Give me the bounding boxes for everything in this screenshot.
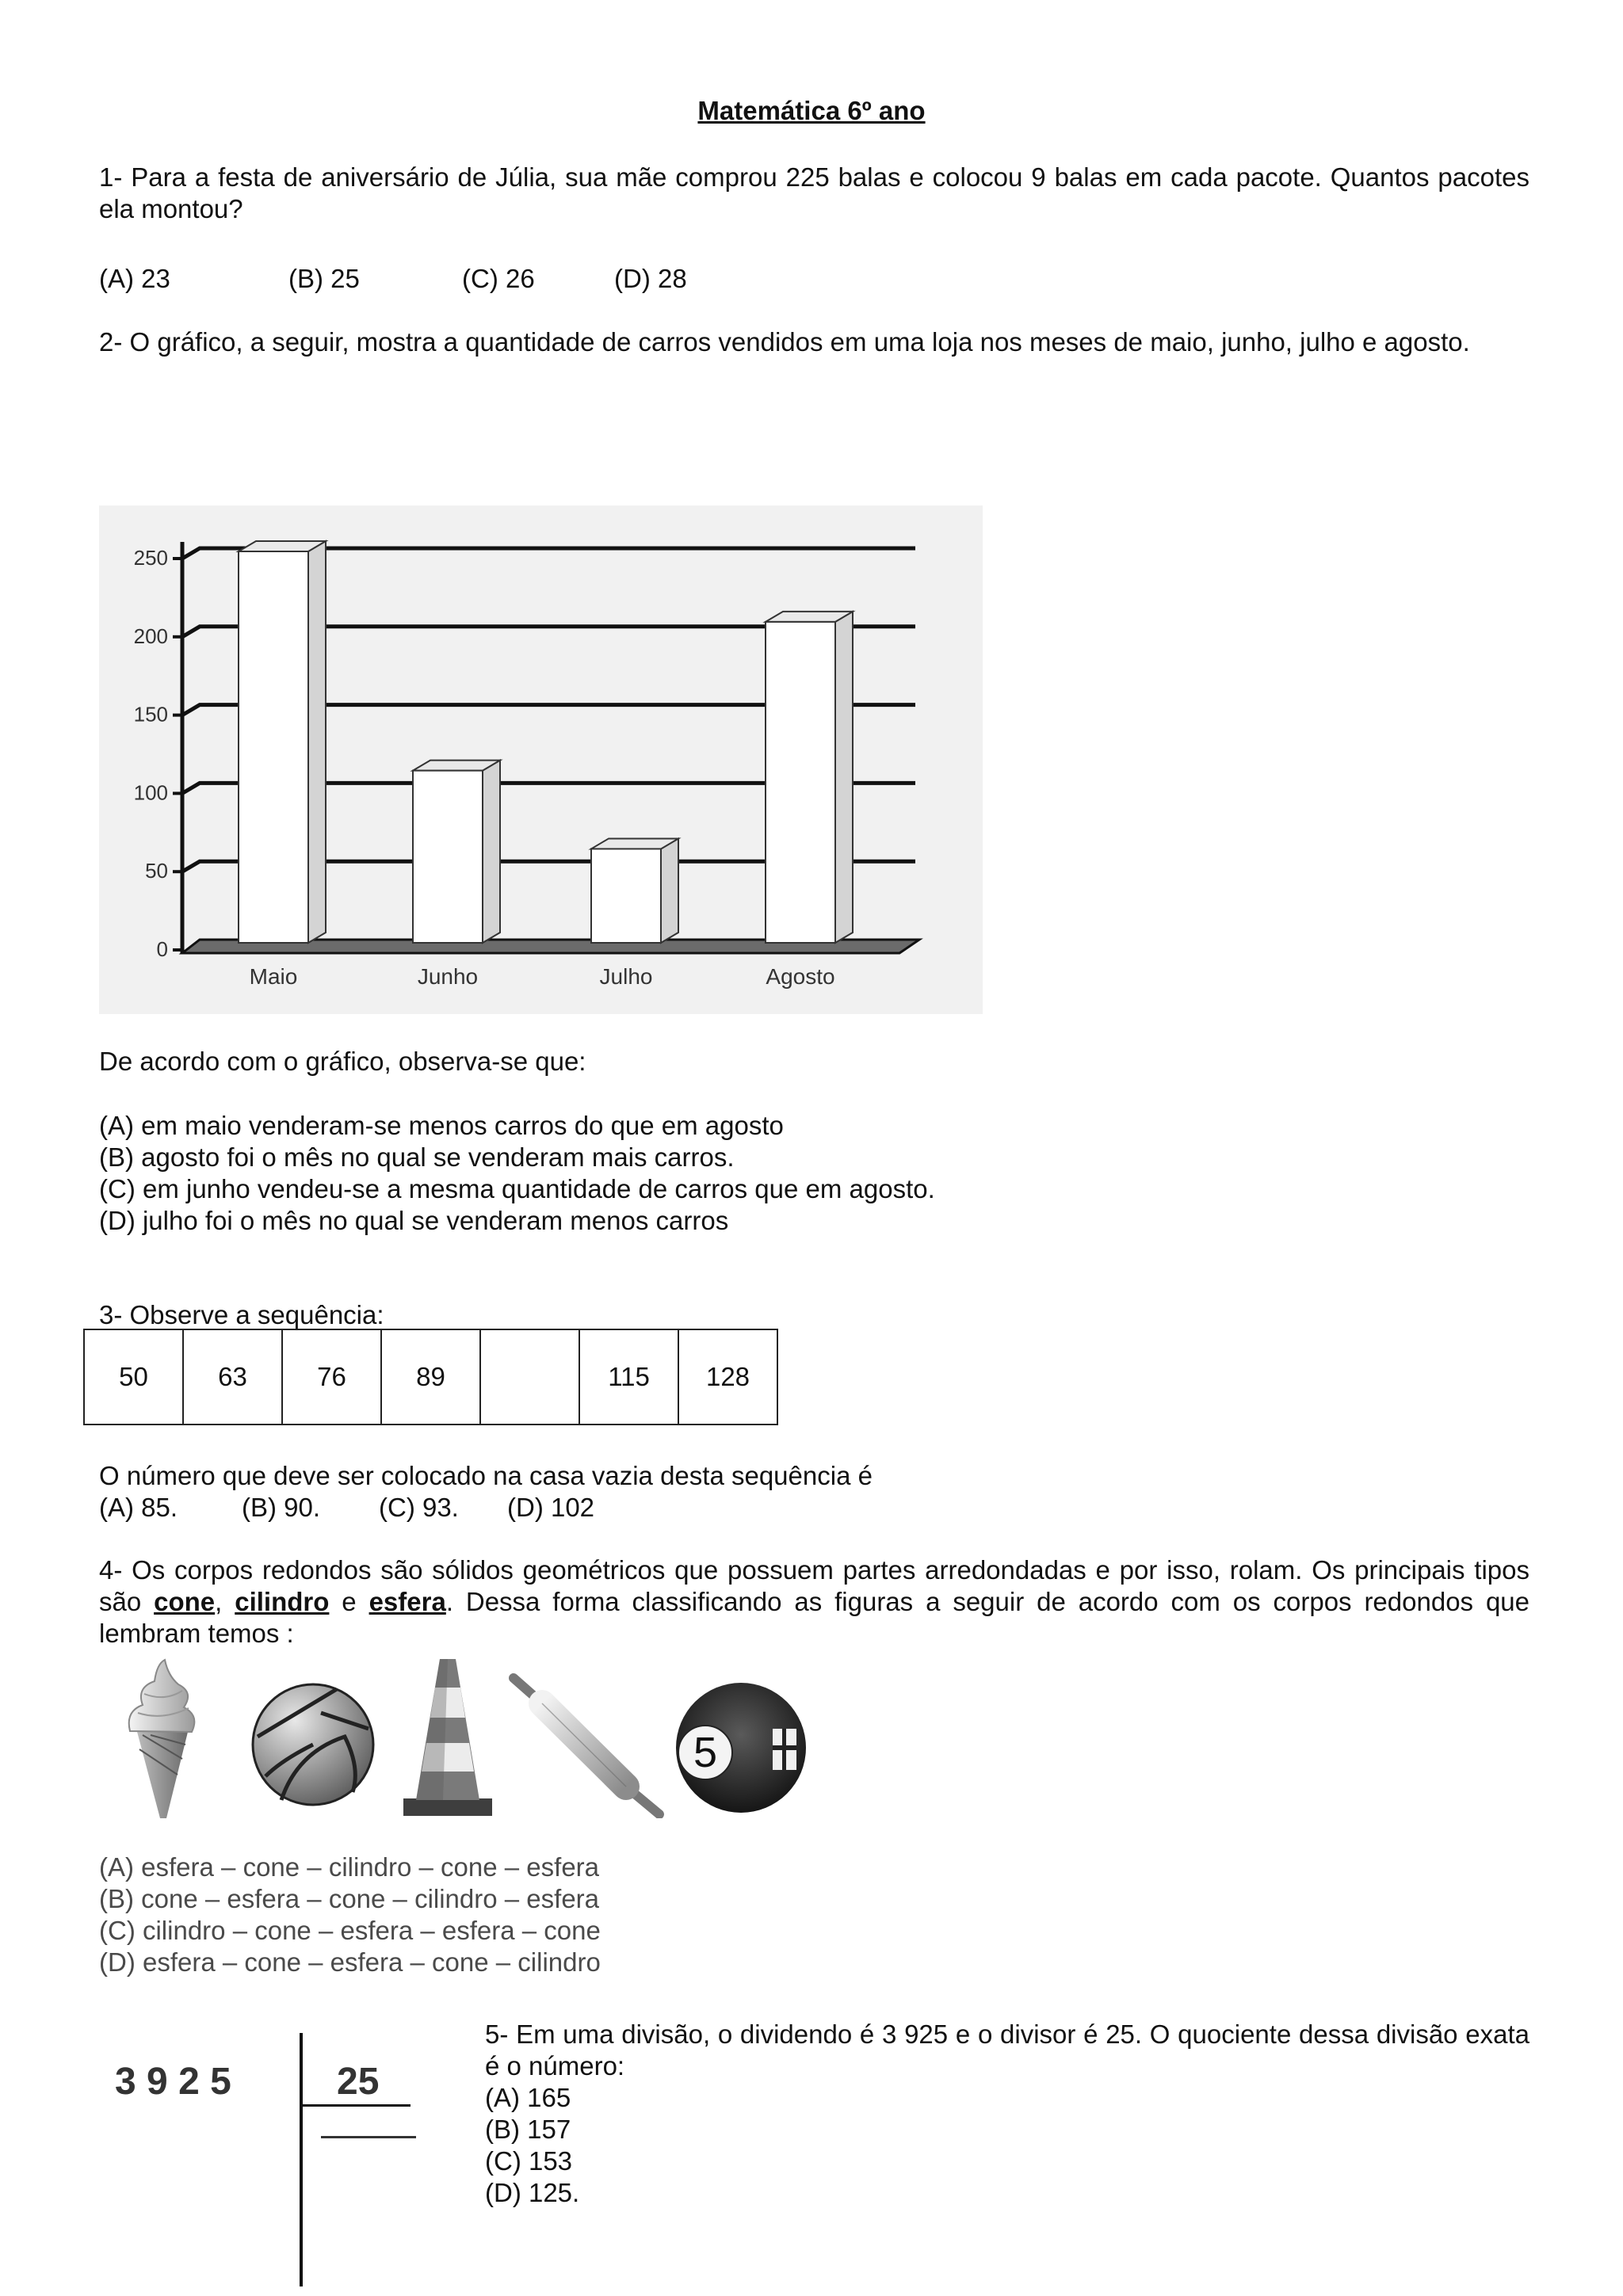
q2-option-b: (B) agosto foi o mês no qual se venderam mais carros. xyxy=(99,1142,735,1172)
bar-front xyxy=(239,551,308,943)
bar-front xyxy=(766,622,835,943)
q3-option-c: (C) 93. xyxy=(379,1493,459,1522)
q4-separator: e xyxy=(329,1587,369,1616)
q1-option-c: (C) 26 xyxy=(462,264,535,293)
y-tick-label: 250 xyxy=(133,546,168,570)
bar-junho xyxy=(413,761,500,943)
question-4-text xyxy=(99,1554,1529,1650)
division-divisor: 25 xyxy=(337,2061,380,2103)
y-tick-label: 200 xyxy=(133,624,168,648)
billiard-ball-icon xyxy=(674,1681,808,1814)
division-quotient-blank xyxy=(321,2136,416,2138)
q4-option-d: (D) esfera – cone – esfera – cone – cilindro xyxy=(99,1947,601,1977)
q5-option-a: (A) 165 xyxy=(485,2083,571,2112)
bar-maio xyxy=(239,541,326,943)
sequence-cell: 128 xyxy=(678,1329,777,1425)
q4-option-a: (A) esfera – cone – cilindro – cone – esfera xyxy=(99,1852,600,1882)
q2-option-c: (C) em junho vendeu-se a mesma quantidade de carros que em agosto. xyxy=(99,1174,935,1203)
q4-separator: , xyxy=(215,1587,235,1616)
x-tick-label: Julho xyxy=(599,964,653,989)
x-tick-label: Junho xyxy=(417,964,479,989)
y-tick-label: 50 xyxy=(145,859,168,883)
q4-option-c: (C) cilindro – cone – esfera – esfera – cone xyxy=(99,1916,601,1945)
bar-side xyxy=(308,541,326,943)
q5-option-b: (B) 157 xyxy=(485,2115,571,2144)
sequence-cell: 50 xyxy=(84,1329,183,1425)
bar-agosto xyxy=(766,612,853,943)
rolling-pin-icon xyxy=(507,1672,666,1818)
q2-option-a: (A) em maio venderam-se menos carros do que em agosto xyxy=(99,1111,784,1140)
volleyball-icon xyxy=(250,1681,376,1808)
q3-option-d: (D) 102 xyxy=(507,1493,595,1522)
division-dividend: 3 9 2 5 xyxy=(115,2061,231,2103)
car-sales-chart xyxy=(99,505,983,1014)
q1-option-a: (A) 23 xyxy=(99,264,170,293)
q5-option-c: (C) 153 xyxy=(485,2146,573,2176)
sequence-cell-empty xyxy=(480,1329,579,1425)
x-tick-label: Maio xyxy=(249,964,298,989)
sequence-cell: 76 xyxy=(282,1329,381,1425)
question-3-text: 3- Observe a sequência: xyxy=(99,1300,384,1329)
q3-option-a: (A) 85. xyxy=(99,1493,178,1522)
q2-option-d: (D) julho foi o mês no qual se venderam menos carros xyxy=(99,1206,729,1235)
y-tick-label: 100 xyxy=(133,780,168,805)
question-5-text: 5- Em uma divisão, o dividendo é 3 925 e o divisor é 25. O quociente dessa divisão exata é o número: xyxy=(485,2019,1529,2081)
bar-front xyxy=(591,849,661,943)
bar-julho xyxy=(591,838,678,943)
question-1-text: 1- Para a festa de aniversário de Júlia, sua mãe comprou 225 balas e colocou 9 balas em cada pacote. Quantos pacotes ela montou? xyxy=(99,162,1529,223)
division-vertical-bar xyxy=(300,2033,303,2286)
q1-option-b: (B) 25 xyxy=(288,264,360,293)
traffic-cone-icon xyxy=(400,1656,495,1818)
y-tick-label: 150 xyxy=(133,702,168,727)
sequence-cell: 115 xyxy=(579,1329,678,1425)
sequence-cell: 89 xyxy=(381,1329,480,1425)
question-2-text: 2- O gráfico, a seguir, mostra a quantidade de carros vendidos em uma loja nos meses de maio, junho, julho e agosto. xyxy=(99,327,1470,357)
q5-option-d: (D) 125. xyxy=(485,2178,580,2207)
bar-side xyxy=(835,612,853,943)
sequence-cell: 63 xyxy=(183,1329,282,1425)
q4-option-b: (B) cone – esfera – cone – cilindro – esfera xyxy=(99,1884,600,1913)
q3-option-b: (B) 90. xyxy=(242,1493,321,1522)
bar-front xyxy=(413,771,483,943)
sequence-table xyxy=(83,1329,778,1425)
ice-cream-cone-icon xyxy=(119,1656,206,1822)
x-tick-label: Agosto xyxy=(766,964,835,989)
term-cilindro: cilindro xyxy=(235,1587,330,1616)
billiard-ball-number: 5 xyxy=(693,1729,718,1776)
q1-option-d: (D) 28 xyxy=(614,264,687,293)
bar-side xyxy=(661,838,678,943)
division-divisor-line xyxy=(300,2104,411,2107)
term-esfera: esfera xyxy=(369,1587,446,1616)
question-3-prompt: O número que deve ser colocado na casa vazia desta sequência é xyxy=(99,1461,873,1490)
q4-text-start: 4- Os corpos redondos são sólidos geométricos que possuem partes arredondadas e por isso, rolam. Os principais tipos são xyxy=(99,1555,1529,1616)
y-tick-label: 0 xyxy=(156,937,168,961)
page-title: Matemática 6º ano xyxy=(697,96,926,125)
q4-text-end: . Dessa forma classificando as figuras a seguir de acordo com os corpos redondos que lembram temos : xyxy=(99,1587,1530,1648)
term-cone: cone xyxy=(154,1587,216,1616)
bar-side xyxy=(483,761,500,943)
question-2-prompt: De acordo com o gráfico, observa-se que: xyxy=(99,1047,586,1076)
